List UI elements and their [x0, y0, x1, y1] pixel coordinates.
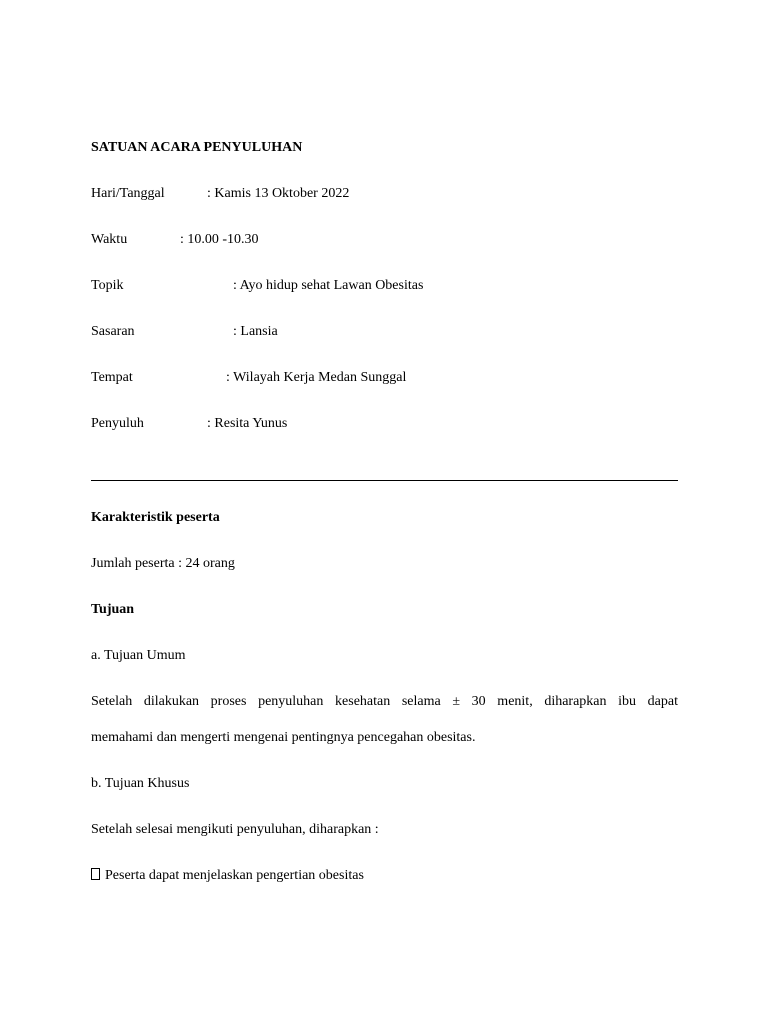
info-label: Penyuluh: [91, 416, 144, 431]
info-value: : 10.00 -10.30: [180, 232, 259, 247]
bullet-item: [91, 867, 364, 885]
info-value: : Resita Yunus: [207, 416, 288, 431]
info-label: Tempat: [91, 370, 133, 385]
info-label: Hari/Tanggal: [91, 186, 165, 201]
document-title: SATUAN ACARA PENYULUHAN: [91, 140, 303, 155]
info-row-topik: [91, 277, 123, 295]
info-row-sasaran: [91, 323, 135, 341]
section-heading-tujuan: Tujuan: [91, 602, 135, 617]
info-value: : Ayo hidup sehat Lawan Obesitas: [233, 278, 424, 293]
info-row-tempat: [91, 369, 133, 387]
info-row-penyuluh: [91, 415, 144, 433]
info-label: Sasaran: [91, 324, 135, 339]
info-label: Waktu: [91, 232, 128, 247]
subheading-tujuan-khusus: b. Tujuan Khusus: [91, 776, 190, 791]
missing-glyph-box-icon: [91, 868, 100, 880]
info-value: : Wilayah Kerja Medan Sunggal: [226, 370, 407, 385]
horizontal-divider: [91, 480, 678, 481]
info-row-waktu: [91, 231, 127, 249]
info-row-hari-tanggal: [91, 185, 165, 203]
info-value: : Lansia: [233, 324, 278, 339]
info-value: : Kamis 13 Oktober 2022: [207, 186, 350, 201]
section-heading-karakteristik: Karakteristik peserta: [91, 510, 220, 525]
paragraph-tujuan-umum-line2: memahami dan mengerti mengenai pentingnya pencegahan obesitas.: [91, 730, 476, 745]
bullet-item-text: Peserta dapat menjelaskan pengertian obesitas: [105, 868, 364, 883]
paragraph-tujuan-umum-line1: Setelah dilakukan proses penyuluhan kesehatan selama ± 30 menit, diharapkan ibu dapat: [91, 694, 678, 709]
jumlah-peserta-text: Jumlah peserta : 24 orang: [91, 556, 235, 571]
info-label: Topik: [91, 278, 124, 293]
tujuan-khusus-intro: Setelah selesai mengikuti penyuluhan, diharapkan :: [91, 822, 379, 837]
subheading-tujuan-umum: a. Tujuan Umum: [91, 648, 186, 663]
